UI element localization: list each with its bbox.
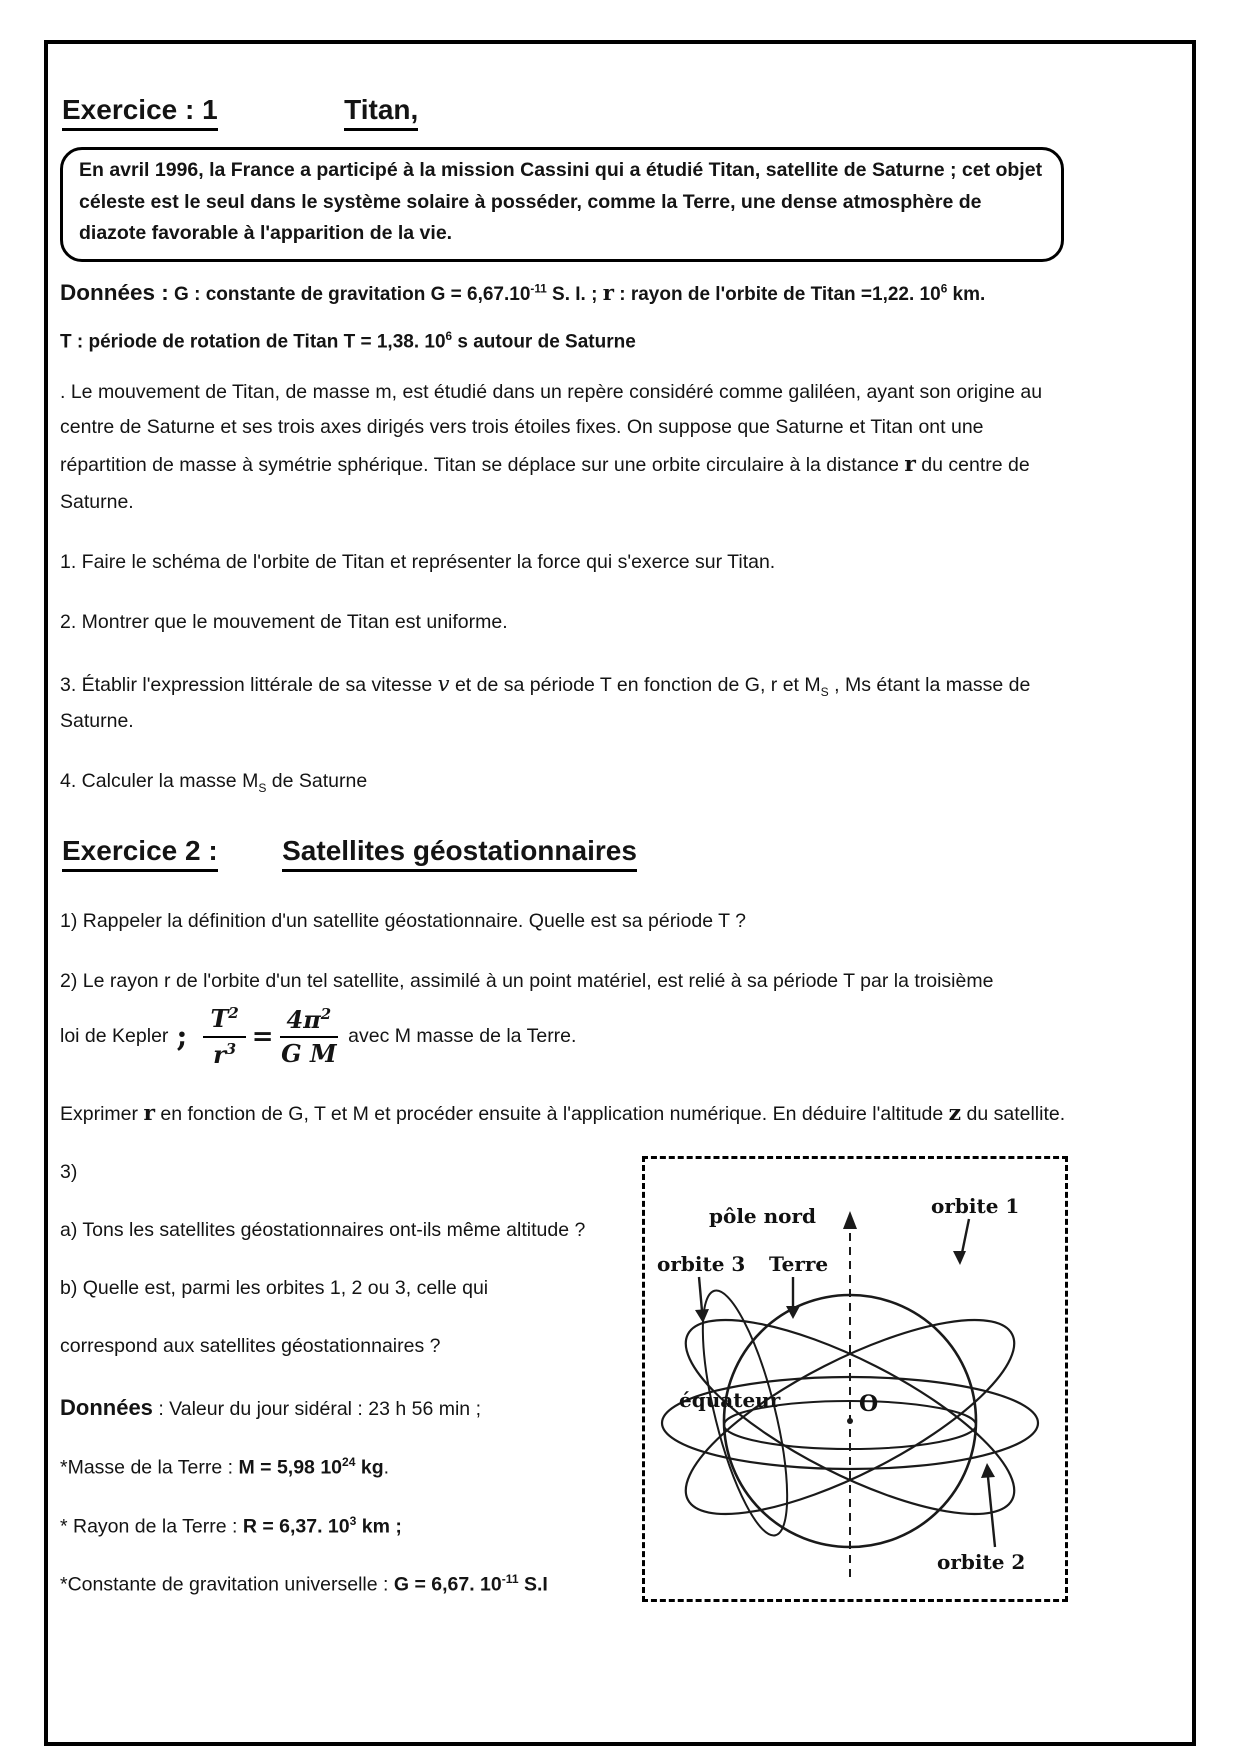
value-segment: R = 6,37. 10 [242,1515,350,1538]
orbits-figure [642,1156,1068,1602]
polar-axis-arrowhead [843,1211,857,1229]
exercise2-heading [62,835,1180,872]
text-segment: . Le mouvement de Titan, de masse m, est étudié dans un repère considéré comme galiléen, ayant son origine au centre de Saturne et ses trois axes dirigés vers trois étoiles fixes. On suppose que Saturne et Titan ont une répartition de masse à symétrie sphérique. Titan se déplace sur une orbite circulaire à la distance [60,381,1043,477]
earth-radius-line [60,1512,642,1542]
exercise1-donnees-line [60,280,1075,306]
exponent: 3 [349,1513,357,1528]
variable-r: r [143,1100,155,1127]
exponent: 3 [225,1039,237,1058]
exercise1-title: Titan, [344,94,418,131]
text-segment: et de sa période T en fonction de G, r et M [449,673,821,696]
text-segment: loi de Kepler [60,1025,169,1048]
orbit-2-arrowhead [981,1463,995,1478]
exponent: -11 [501,1572,519,1587]
exercise1-heading [62,94,1180,131]
exercise1-question-1: 1. Faire le schéma de l'orbite de Titan et représenter la force qui s'exerce sur Titan. [60,550,776,573]
value-segment: S.I [518,1573,548,1596]
kepler-fraction-right [280,1006,339,1068]
fraction-denominator: G M [281,1039,337,1069]
text-segment: , Ms étant la masse de Saturne. [60,673,1031,732]
text-segment: r [213,1039,226,1069]
exponent: 2 [228,1004,239,1023]
equals-sign: = [251,1021,274,1052]
text-segment: T [210,1004,229,1034]
exercise2-question-3a: a) Tons les satellites géostationnaires ont-ils même altitude ? [60,1218,586,1241]
fraction-numerator [203,1005,245,1037]
exercise1-question-2: 2. Montrer que le mouvement de Titan est uniforme. [60,610,508,633]
value-segment: M = 5,98 10 [238,1456,343,1479]
exercise1-question-3 [60,665,1075,739]
text-segment: : Valeur du jour sidéral : 23 h 56 min ; [152,1397,481,1420]
exercise2-question-3b-line1: b) Quelle est, parmi les orbites 1, 2 ou 3, celle qui [60,1277,489,1300]
text-segment: 4. Calculer la masse M [60,769,259,792]
variable-r: r [602,280,614,306]
exercise2-exprimer-paragraph [60,1094,1075,1133]
page-border-frame [44,40,1196,1746]
orbits-figure-drawing [645,1159,1065,1599]
exercise1-number: Exercice : 1 [62,94,218,131]
formula-semicolon: ; [176,1019,188,1055]
pole-nord-label: pôle nord [709,1203,817,1228]
exercise1-paragraph [60,375,1075,520]
exercise1-periode-line [60,330,1180,353]
exercise2-question-3-label: 3) [60,1160,78,1183]
value-segment: G = 6,67. 10 [393,1573,502,1596]
exercise2-donnees-line [60,1391,642,1424]
orbite-1-label: orbite 1 [931,1193,1020,1218]
orbit-1-arrowhead [953,1251,966,1265]
exercise2-bottom-section [60,1152,1180,1602]
variable-z: z [948,1100,962,1127]
kepler-fraction-left [203,1005,245,1068]
exercise2-number: Exercice 2 : [62,835,218,872]
orbite-2-label: orbite 2 [937,1549,1026,1574]
value-segment: km ; [356,1515,402,1538]
center-o-label: O [859,1390,879,1417]
text-segment: S. I. ; [546,283,603,305]
terre-label: Terre [769,1251,829,1276]
donnees-label: Données : [60,279,169,305]
text-segment: 3. Établir l'expression littérale de sa vitesse [60,673,438,696]
orbit-1-arrow [962,1219,969,1253]
fraction-numerator [280,1006,339,1038]
text-segment: s autour de Saturne [452,331,636,353]
exercise1-intro-text: En avril 1996, la France a participé à la mission Cassini qui a étudié Titan, satellite de Saturne ; cet objet céleste est le seul dans le système solaire à posséder, comme la Terre, une dense atmosphère de diazote favorable à l'apparition de la vie. [79,159,1043,245]
text-segment: * Rayon de la Terre : [60,1515,243,1538]
exponent: -11 [530,282,547,296]
subscript: S [820,684,829,699]
text-segment: : rayon de l'orbite de Titan =1,22. 10 [613,283,941,305]
variable-v: v [437,670,450,696]
text-segment: de Saturne [266,769,368,792]
earth-mass-line [60,1453,642,1483]
orbit-3-arrow [699,1277,702,1311]
center-point [847,1418,853,1424]
value-segment: kg [355,1456,384,1479]
kepler-law-line [60,1005,1075,1068]
donnees-label: Données [60,1394,153,1420]
text-segment: km. [947,283,986,305]
text-segment: . [383,1456,390,1479]
text-segment: Exprimer [60,1103,144,1126]
subscript: S [258,780,267,795]
fraction-denominator [213,1038,236,1068]
exercise1-question-4 [60,764,1075,800]
exercise2-title: Satellites géostationnaires [282,835,637,872]
equateur-label: équateur [679,1387,781,1412]
exponent: 6 [940,282,948,296]
text-segment: T : période de rotation de Titan T = 1,38. 10 [60,331,446,353]
text-segment: du satellite. [961,1103,1066,1126]
text-segment: du centre de Saturne. [60,454,1030,513]
text-segment: 4π [286,1004,321,1034]
text-segment: *Constante de gravitation universelle : [60,1573,394,1596]
text-segment: en fonction de G, T et M et procéder ensuite à l'application numérique. En déduire l'altitude [154,1103,949,1126]
exercise2-question-2-line1: 2) Le rayon r de l'orbite d'un tel satellite, assimilé à un point matériel, est relié à sa période T par la troisième [60,970,994,993]
text-segment: avec M masse de la Terre. [348,1025,577,1048]
text-segment: *Masse de la Terre : [60,1456,239,1479]
exponent: 6 [445,329,453,343]
exponent: 2 [320,1004,332,1023]
orbite-3-label: orbite 3 [657,1251,746,1276]
text-segment: G : constante de gravitation G = 6,67.10 [168,283,531,305]
gravitation-constant-line [60,1570,642,1600]
exercise2-left-column [60,1152,642,1602]
exponent: 24 [342,1454,356,1469]
variable-r: r [904,451,916,478]
exercise1-intro-box [60,147,1064,262]
orbit-3-ellipse [685,1283,804,1542]
exercise2-question-1: 1) Rappeler la définition d'un satellite géostationnaire. Quelle est sa période T ? [60,910,746,933]
exercise2-question-3b-line2: correspond aux satellites géostationnaires ? [60,1335,441,1358]
